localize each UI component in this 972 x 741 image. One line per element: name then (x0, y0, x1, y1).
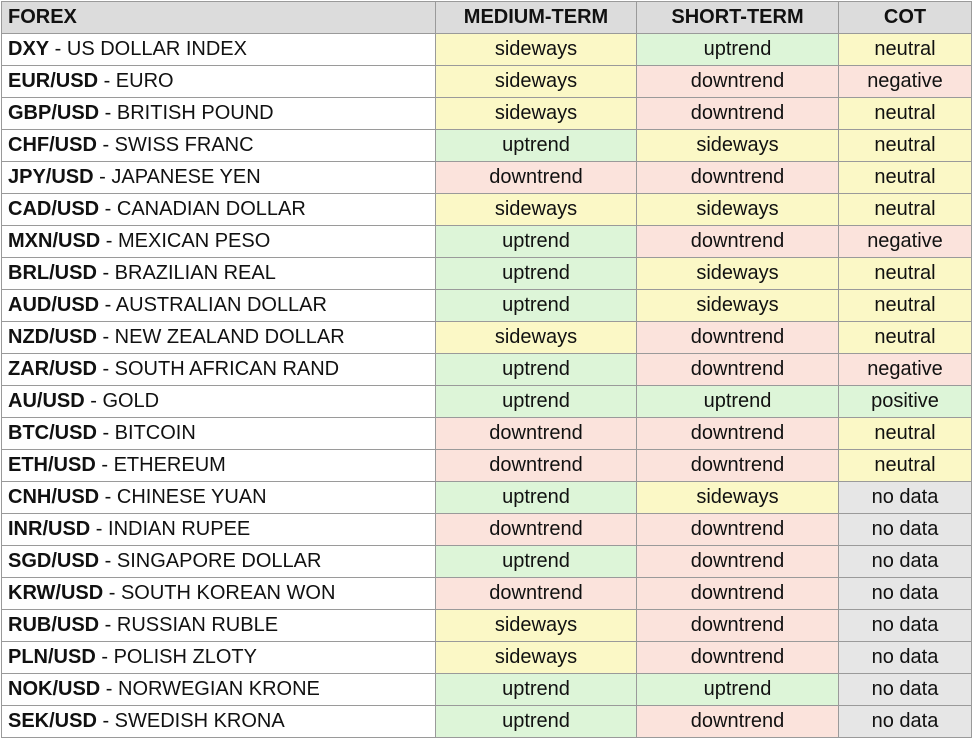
cot-cell: no data (839, 546, 972, 578)
currency-cell (2, 514, 436, 546)
table-row (2, 322, 972, 354)
currency-symbol: ZAR/USD (8, 358, 97, 380)
currency-name: - BITCOIN (96, 422, 196, 444)
table-row (2, 482, 972, 514)
currency-cell (2, 322, 436, 354)
currency-name: - BRITISH POUND (99, 102, 274, 124)
medium-term-cell: uptrend (436, 674, 637, 706)
currency-cell (2, 674, 436, 706)
currency-name: - CANADIAN DOLLAR (99, 198, 306, 220)
short-term-cell: downtrend (637, 354, 839, 386)
header-forex: FOREX (2, 2, 436, 34)
currency-cell (2, 418, 436, 450)
currency-name: - SINGAPORE DOLLAR (99, 550, 322, 572)
table-row (2, 290, 972, 322)
currency-symbol: SEK/USD (8, 710, 97, 732)
currency-symbol: DXY (8, 38, 50, 60)
medium-term-cell: downtrend (436, 418, 637, 450)
currency-name: - ETHEREUM (95, 454, 226, 476)
currency-name: - CHINESE YUAN (99, 486, 267, 508)
cot-cell: negative (839, 226, 972, 258)
short-term-cell: sideways (637, 194, 839, 226)
currency-symbol: CHF/USD (8, 134, 97, 156)
currency-symbol: BRL/USD (8, 262, 97, 284)
table-row (2, 258, 972, 290)
table-header (2, 2, 972, 34)
currency-symbol: ETH/USD (8, 454, 96, 476)
table-row (2, 194, 972, 226)
cot-cell: neutral (839, 194, 972, 226)
medium-term-cell: sideways (436, 98, 637, 130)
currency-cell (2, 194, 436, 226)
short-term-cell: uptrend (637, 386, 839, 418)
short-term-cell: downtrend (637, 418, 839, 450)
medium-term-cell: uptrend (436, 706, 637, 738)
currency-name: - US DOLLAR INDEX (49, 38, 247, 60)
currency-cell (2, 610, 436, 642)
table-row (2, 162, 972, 194)
currency-cell (2, 66, 436, 98)
short-term-cell: downtrend (637, 322, 839, 354)
short-term-cell: sideways (637, 482, 839, 514)
currency-symbol: EUR/USD (8, 70, 99, 92)
medium-term-cell: uptrend (436, 482, 637, 514)
currency-name: - POLISH ZLOTY (95, 646, 257, 668)
currency-name: - RUSSIAN RUBLE (99, 614, 279, 636)
cot-cell: neutral (839, 290, 972, 322)
currency-cell (2, 546, 436, 578)
short-term-cell: downtrend (637, 578, 839, 610)
cot-cell: no data (839, 706, 972, 738)
currency-cell (2, 354, 436, 386)
currency-name: - AUSTRALIAN DOLLAR (99, 294, 327, 316)
currency-symbol: MXN/USD (8, 230, 101, 252)
currency-name: - SWISS FRANC (96, 134, 254, 156)
currency-symbol: JPY/USD (8, 166, 94, 188)
short-term-cell: downtrend (637, 450, 839, 482)
short-term-cell: downtrend (637, 706, 839, 738)
cot-cell: neutral (839, 162, 972, 194)
table-row (2, 450, 972, 482)
cot-cell: neutral (839, 130, 972, 162)
medium-term-cell: uptrend (436, 130, 637, 162)
currency-name: - NEW ZEALAND DOLLAR (96, 326, 345, 348)
table-row (2, 418, 972, 450)
medium-term-cell: uptrend (436, 258, 637, 290)
table-row (2, 354, 972, 386)
table-row (2, 34, 972, 66)
forex-trend-table (1, 1, 972, 738)
currency-symbol: INR/USD (8, 518, 91, 540)
table-row (2, 642, 972, 674)
header-cot: COT (839, 2, 972, 34)
table-body (2, 34, 972, 738)
currency-name: - JAPANESE YEN (93, 166, 261, 188)
currency-cell (2, 386, 436, 418)
cot-cell: negative (839, 66, 972, 98)
medium-term-cell: downtrend (436, 514, 637, 546)
header-row (2, 2, 972, 34)
currency-symbol: SGD/USD (8, 550, 100, 572)
medium-term-cell: uptrend (436, 546, 637, 578)
currency-symbol: BTC/USD (8, 422, 97, 444)
currency-cell (2, 130, 436, 162)
medium-term-cell: sideways (436, 194, 637, 226)
medium-term-cell: sideways (436, 66, 637, 98)
medium-term-cell: sideways (436, 610, 637, 642)
currency-cell (2, 258, 436, 290)
medium-term-cell: downtrend (436, 578, 637, 610)
currency-cell (2, 98, 436, 130)
table-row (2, 546, 972, 578)
currency-cell (2, 578, 436, 610)
short-term-cell: uptrend (637, 674, 839, 706)
table-row (2, 226, 972, 258)
medium-term-cell: downtrend (436, 162, 637, 194)
currency-symbol: GBP/USD (8, 102, 100, 124)
currency-name: - MEXICAN PESO (100, 230, 271, 252)
medium-term-cell: sideways (436, 34, 637, 66)
medium-term-cell: uptrend (436, 290, 637, 322)
currency-name: - GOLD (84, 390, 160, 412)
header-medium-term: MEDIUM-TERM (436, 2, 637, 34)
cot-cell: neutral (839, 418, 972, 450)
cot-cell: no data (839, 578, 972, 610)
cot-cell: neutral (839, 98, 972, 130)
short-term-cell: downtrend (637, 162, 839, 194)
short-term-cell: sideways (637, 258, 839, 290)
currency-name: - NORWEGIAN KRONE (100, 678, 320, 700)
currency-cell (2, 706, 436, 738)
table-row (2, 98, 972, 130)
cot-cell: positive (839, 386, 972, 418)
currency-name: - INDIAN RUPEE (90, 518, 251, 540)
currency-symbol: AU/USD (8, 390, 85, 412)
medium-term-cell: sideways (436, 642, 637, 674)
currency-name: - EURO (98, 70, 174, 92)
cot-cell: neutral (839, 322, 972, 354)
cot-cell: no data (839, 642, 972, 674)
currency-cell (2, 162, 436, 194)
short-term-cell: uptrend (637, 34, 839, 66)
short-term-cell: downtrend (637, 546, 839, 578)
short-term-cell: downtrend (637, 66, 839, 98)
medium-term-cell: downtrend (436, 450, 637, 482)
cot-cell: neutral (839, 450, 972, 482)
medium-term-cell: uptrend (436, 226, 637, 258)
currency-symbol: KRW/USD (8, 582, 104, 604)
short-term-cell: downtrend (637, 514, 839, 546)
currency-name: - BRAZILIAN REAL (96, 262, 276, 284)
currency-cell (2, 226, 436, 258)
short-term-cell: downtrend (637, 642, 839, 674)
currency-cell (2, 290, 436, 322)
header-short-term: SHORT-TERM (637, 2, 839, 34)
cot-cell: neutral (839, 258, 972, 290)
currency-cell (2, 34, 436, 66)
currency-name: - SOUTH KOREAN WON (103, 582, 336, 604)
medium-term-cell: sideways (436, 322, 637, 354)
currency-symbol: NOK/USD (8, 678, 101, 700)
currency-cell (2, 642, 436, 674)
short-term-cell: downtrend (637, 610, 839, 642)
table-row (2, 706, 972, 738)
table-row (2, 130, 972, 162)
table-row (2, 674, 972, 706)
medium-term-cell: uptrend (436, 386, 637, 418)
cot-cell: no data (839, 610, 972, 642)
short-term-cell: sideways (637, 130, 839, 162)
currency-symbol: AUD/USD (8, 294, 100, 316)
table-row (2, 610, 972, 642)
cot-cell: no data (839, 482, 972, 514)
table-row (2, 386, 972, 418)
cot-cell: negative (839, 354, 972, 386)
currency-cell (2, 482, 436, 514)
short-term-cell: sideways (637, 290, 839, 322)
cot-cell: neutral (839, 34, 972, 66)
currency-cell (2, 450, 436, 482)
cot-cell: no data (839, 514, 972, 546)
short-term-cell: downtrend (637, 226, 839, 258)
currency-symbol: PLN/USD (8, 646, 96, 668)
currency-symbol: CNH/USD (8, 486, 100, 508)
table-row (2, 578, 972, 610)
table-row (2, 514, 972, 546)
currency-name: - SWEDISH KRONA (96, 710, 285, 732)
currency-symbol: RUB/USD (8, 614, 100, 636)
short-term-cell: downtrend (637, 98, 839, 130)
currency-symbol: NZD/USD (8, 326, 97, 348)
cot-cell: no data (839, 674, 972, 706)
currency-symbol: CAD/USD (8, 198, 100, 220)
medium-term-cell: uptrend (436, 354, 637, 386)
currency-name: - SOUTH AFRICAN RAND (96, 358, 340, 380)
table-row (2, 66, 972, 98)
